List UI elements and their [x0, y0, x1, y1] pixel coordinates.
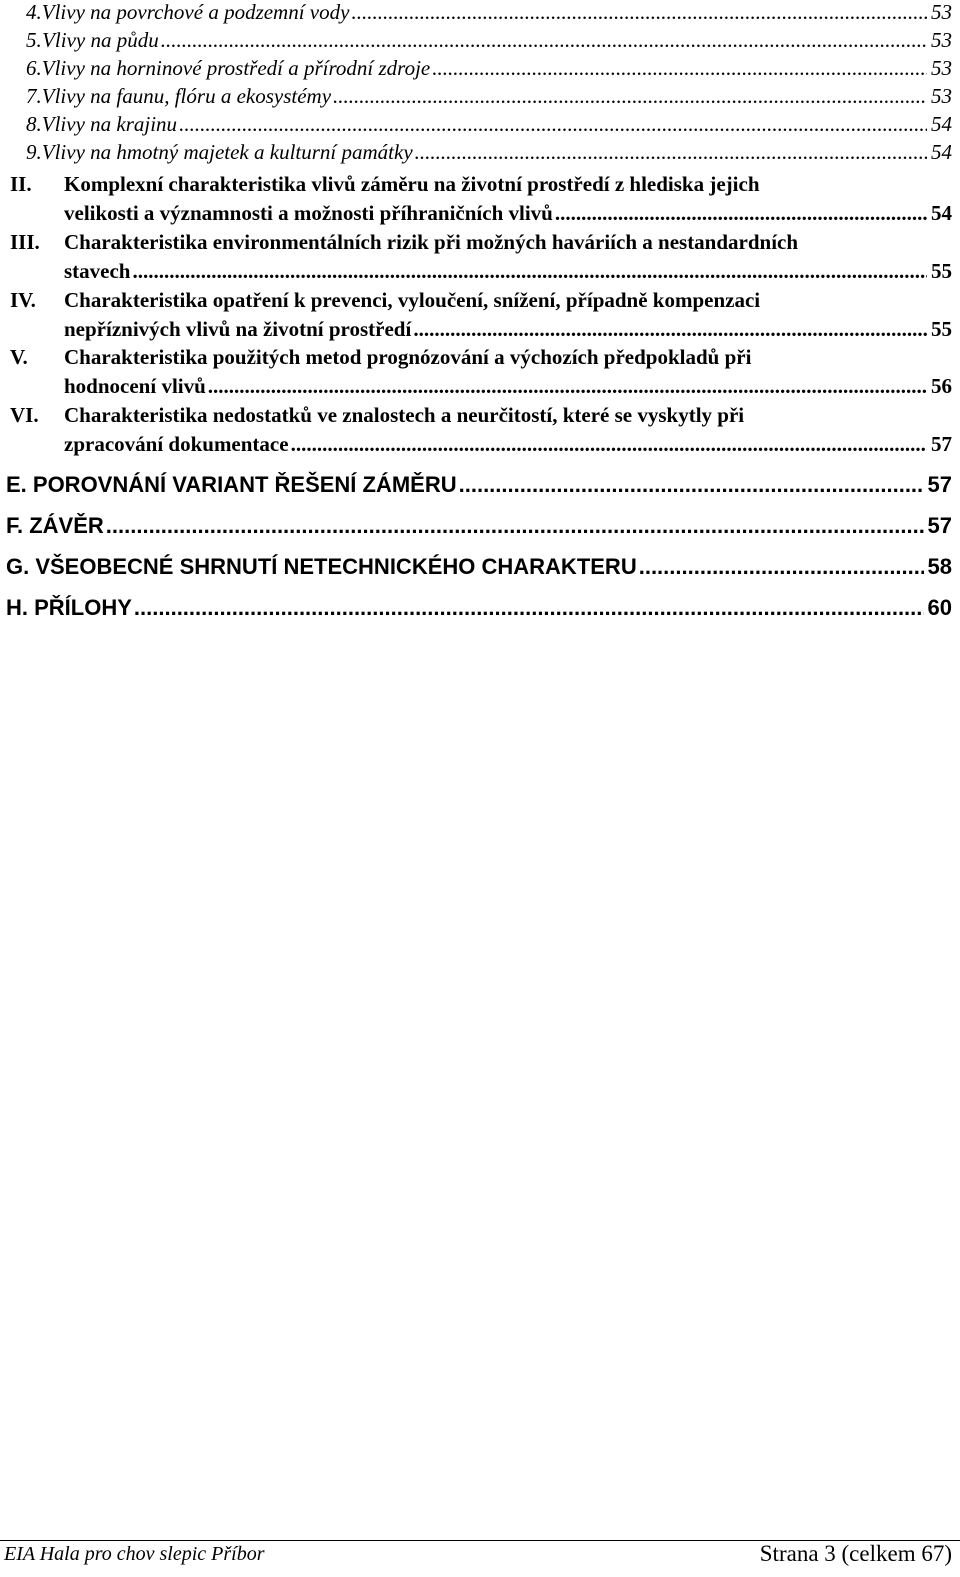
- toc-entry-4[interactable]: [26, 0, 952, 28]
- toc-section-H[interactable]: [6, 595, 952, 625]
- toc-entry-page: 53: [931, 56, 952, 80]
- dot-leader: [161, 28, 927, 53]
- toc-entry-VI[interactable]: [10, 403, 952, 431]
- toc-entry-title-continuation: velikosti a významnosti a možnosti příhraničních vlivů: [64, 201, 553, 225]
- toc-entry-page: 53: [931, 0, 952, 24]
- dot-leader: [639, 554, 924, 580]
- toc-entry-title: Charakteristika použitých metod prognózování a výchozích předpokladů při: [64, 345, 752, 369]
- toc-entry-title: Vlivy na půdu: [42, 28, 159, 52]
- toc-section-title: E. POROVNÁNÍ VARIANT ŘEŠENÍ ZÁMĚRU: [6, 472, 457, 497]
- toc-entry-title-continuation: nepříznivých vlivů na životní prostředí: [64, 317, 412, 341]
- toc-section-F[interactable]: [6, 513, 952, 543]
- toc-entry-number: VI.: [10, 403, 39, 427]
- toc-entry-number: 7.: [26, 84, 42, 108]
- dot-leader: [415, 140, 927, 165]
- toc-entry-7[interactable]: [26, 84, 952, 112]
- toc-entry-title: Charakteristika opatření k prevenci, vyloučení, snížení, případně kompenzaci: [64, 288, 761, 312]
- dot-leader: [208, 374, 927, 399]
- toc-entry-5[interactable]: [26, 28, 952, 56]
- toc-entry-page: 54: [931, 201, 952, 225]
- toc-section-title: F. ZÁVĚR: [6, 513, 104, 538]
- toc-entry-title-continuation: stavech: [64, 259, 131, 283]
- dot-leader: [179, 112, 927, 137]
- toc-section-E[interactable]: [6, 472, 952, 502]
- dot-leader: [106, 513, 924, 539]
- toc-entry-IV[interactable]: [10, 288, 952, 316]
- toc-section-page: 57: [927, 513, 952, 538]
- toc-entry-IV-continuation[interactable]: [64, 317, 952, 345]
- toc-entry-number: III.: [10, 230, 40, 254]
- toc-entry-number: 6.: [26, 56, 42, 80]
- dot-leader: [555, 201, 927, 226]
- toc-entry-number: 5.: [26, 28, 42, 52]
- toc-entry-III[interactable]: [10, 230, 952, 258]
- toc-entry-title: Vlivy na krajinu: [41, 112, 178, 136]
- toc-section-page: 57: [927, 472, 952, 497]
- toc-entry-title: Vlivy na faunu, flóru a ekosystémy: [41, 84, 332, 108]
- toc-section-title: G. VŠEOBECNÉ SHRNUTÍ NETECHNICKÉHO CHARAKTERU: [6, 554, 637, 579]
- toc-entry-title-continuation: zpracování dokumentace: [64, 432, 289, 456]
- footer-document-title: EIA Hala pro chov slepic Příbor: [4, 1543, 265, 1565]
- dot-leader: [351, 0, 927, 25]
- toc-entry-V-continuation[interactable]: [64, 374, 952, 402]
- dot-leader: [459, 472, 924, 498]
- toc-entry-title: Vlivy na povrchové a podzemní vody: [41, 0, 350, 24]
- toc-entry-II-continuation[interactable]: [64, 201, 952, 229]
- toc-entry-number: 4.: [26, 0, 42, 24]
- toc-entry-title-continuation: hodnocení vlivů: [64, 374, 206, 398]
- toc-section-page: 58: [927, 554, 952, 579]
- toc-entry-page: 54: [931, 140, 952, 164]
- footer-page-number: Strana 3 (celkem 67): [759, 1541, 952, 1566]
- toc-entry-6[interactable]: [26, 56, 952, 84]
- toc-entry-8[interactable]: [26, 112, 952, 140]
- dot-leader: [333, 84, 927, 109]
- toc-entry-number: 9.: [26, 140, 42, 164]
- toc-entry-page: 55: [931, 259, 952, 283]
- toc-entry-title: Charakteristika nedostatků ve znalostech a neurčitostí, které se vyskytly při: [64, 403, 745, 427]
- dot-leader: [413, 317, 927, 342]
- toc-entry-number: II.: [10, 172, 32, 196]
- dot-leader: [291, 432, 927, 457]
- toc-entry-page: 54: [931, 112, 952, 136]
- toc-entry-page: 56: [931, 374, 952, 398]
- toc-entry-number: 8.: [26, 112, 42, 136]
- toc-section-G[interactable]: [6, 554, 952, 584]
- toc-entry-II[interactable]: [10, 172, 952, 200]
- toc-section-title: H. PŘÍLOHY: [6, 595, 132, 620]
- toc-section-page: 60: [927, 595, 952, 620]
- toc-entry-9[interactable]: [26, 140, 952, 168]
- toc-entry-title: Charakteristika environmentálních rizik při možných haváriích a nestandardních: [64, 230, 799, 254]
- toc-entry-page: 57: [931, 432, 952, 456]
- toc-entry-V[interactable]: [10, 345, 952, 373]
- toc-entry-III-continuation[interactable]: [64, 259, 952, 287]
- toc-entry-number: V.: [10, 345, 28, 369]
- toc-entry-page: 53: [931, 84, 952, 108]
- toc-entry-page: 55: [931, 317, 952, 341]
- toc-entry-number: IV.: [10, 288, 36, 312]
- toc-entry-title: Vlivy na hmotný majetek a kulturní památky: [41, 140, 413, 164]
- toc-entry-page: 53: [931, 28, 952, 52]
- toc-entry-VI-continuation[interactable]: [64, 432, 952, 460]
- dot-leader: [432, 56, 927, 81]
- toc-entry-title: Komplexní charakteristika vlivů záměru na životní prostředí z hlediska jejich: [64, 172, 760, 196]
- toc-entry-title: Vlivy na horninové prostředí a přírodní zdroje: [41, 56, 431, 80]
- dot-leader: [134, 595, 924, 621]
- dot-leader: [133, 259, 928, 284]
